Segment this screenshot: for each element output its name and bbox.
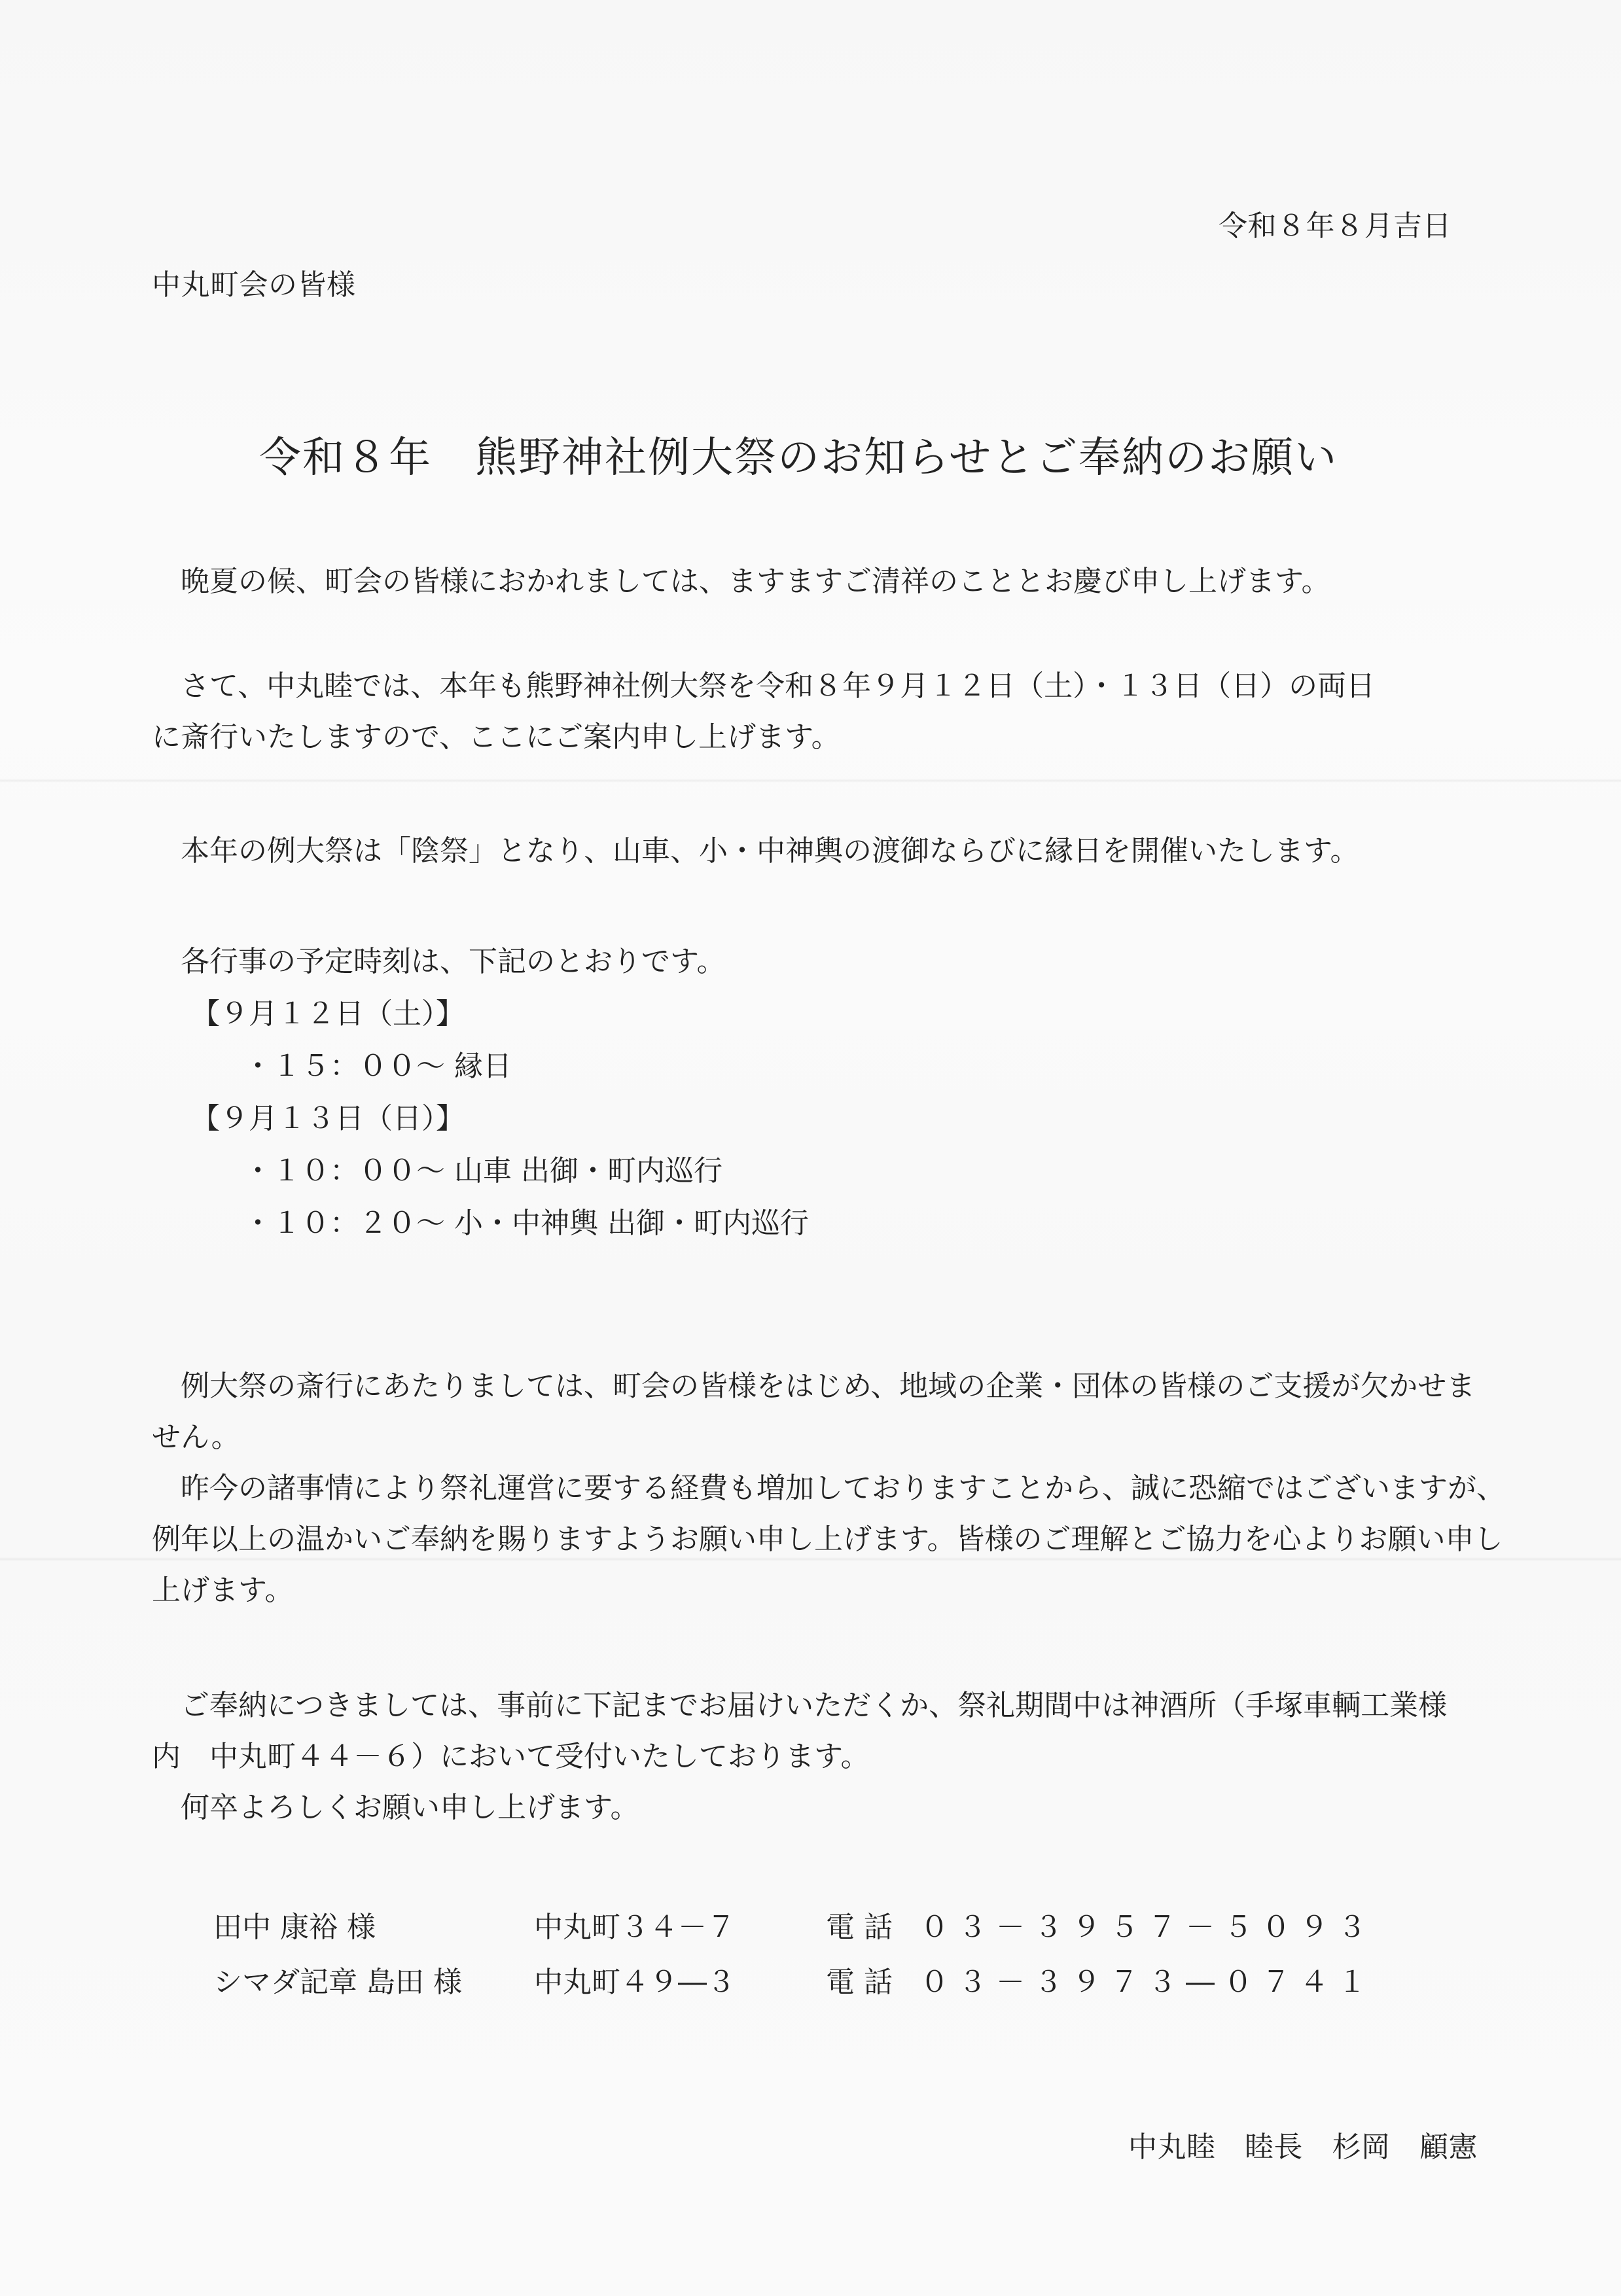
contact-address: 中丸町３４－７ xyxy=(534,1911,736,1944)
schedule-event: ・１０：２０～ 小・中神輿 出御・町内巡行 xyxy=(243,1207,809,1240)
contact-address: 中丸町４９―３ xyxy=(534,1966,736,1999)
festival-note-text: 本年の例大祭は「陰祭」となり、山車、小・中神輿の渡御ならびに縁日を開催いたします。 xyxy=(181,834,1359,868)
schedule-event: ・１５：００～ 縁日 xyxy=(243,1050,512,1083)
schedule-event: ・１０：００～ 山車 出御・町内巡行 xyxy=(243,1154,722,1188)
schedule-day: 【９月１３日（日）】 xyxy=(191,1102,465,1135)
contact-name: シマダ記章 島田 様 xyxy=(213,1966,462,1999)
addressee: 中丸町会の皆様 xyxy=(152,268,356,302)
donation-line: 何卒よろしくお願い申し上げます。 xyxy=(181,1791,639,1824)
schedule-intro: 各行事の予定時刻は、下記のとおりです。 xyxy=(181,945,726,978)
letter-title: 令和８年 熊野神社例大祭のお知らせとご奉納のお願い xyxy=(259,434,1338,482)
festival-note-paragraph xyxy=(181,826,1516,877)
donation-paragraph xyxy=(152,1680,1487,1833)
donation-line: ご奉納につきましては、事前に下記までお届けいただくか、祭礼期間中は神酒所（手塚車輌工業様 xyxy=(181,1689,1448,1722)
support-line: 上げます。 xyxy=(152,1574,294,1607)
intro-line: さて、中丸睦では、本年も熊野神社例大祭を令和８年９月１２日（土）・１３日（日）の両日 xyxy=(181,669,1376,703)
schedule-day: 【９月１２日（土）】 xyxy=(191,997,465,1031)
contact-name: 田中 康裕 様 xyxy=(213,1911,376,1944)
support-line: 例年以上の温かいご奉納を賜りますようお願い申し上げます。皆様のご理解とご協力を心よりお願い申し xyxy=(152,1523,1503,1556)
greeting-text: 晩夏の候、町会の皆様におかれましては、ますますご清祥のこととお慶び申し上げます。 xyxy=(181,565,1330,598)
contact-phone: 電話 ０３－３９７３―０７４１ xyxy=(826,1966,1376,1999)
paper-fold xyxy=(0,779,1621,783)
donation-line: 内 中丸町４４－６）において受付いたしております。 xyxy=(152,1740,870,1773)
greeting-paragraph xyxy=(181,556,1516,607)
signature: 中丸睦 睦長 杉岡 顧憲 xyxy=(1128,2130,1478,2164)
support-line: 昨今の諸事情により祭礼運営に要する経費も増加しておりますことから、誠に恐縮ではございますが、 xyxy=(152,1472,1505,1505)
contact-phone: 電話 ０３－３９５７－５０９３ xyxy=(826,1911,1376,1944)
support-line: せん。 xyxy=(152,1421,240,1454)
support-line: 例大祭の斎行にあたりましては、町会の皆様をはじめ、地域の企業・団体の皆様のご支援が欠かせま xyxy=(181,1369,1476,1403)
intro-paragraph xyxy=(152,661,1487,763)
support-paragraph xyxy=(152,1361,1505,1616)
intro-line: に斎行いたしますので、ここにご案内申し上げます。 xyxy=(152,720,840,754)
letter-date: 令和８年８月吉日 xyxy=(1219,209,1452,243)
